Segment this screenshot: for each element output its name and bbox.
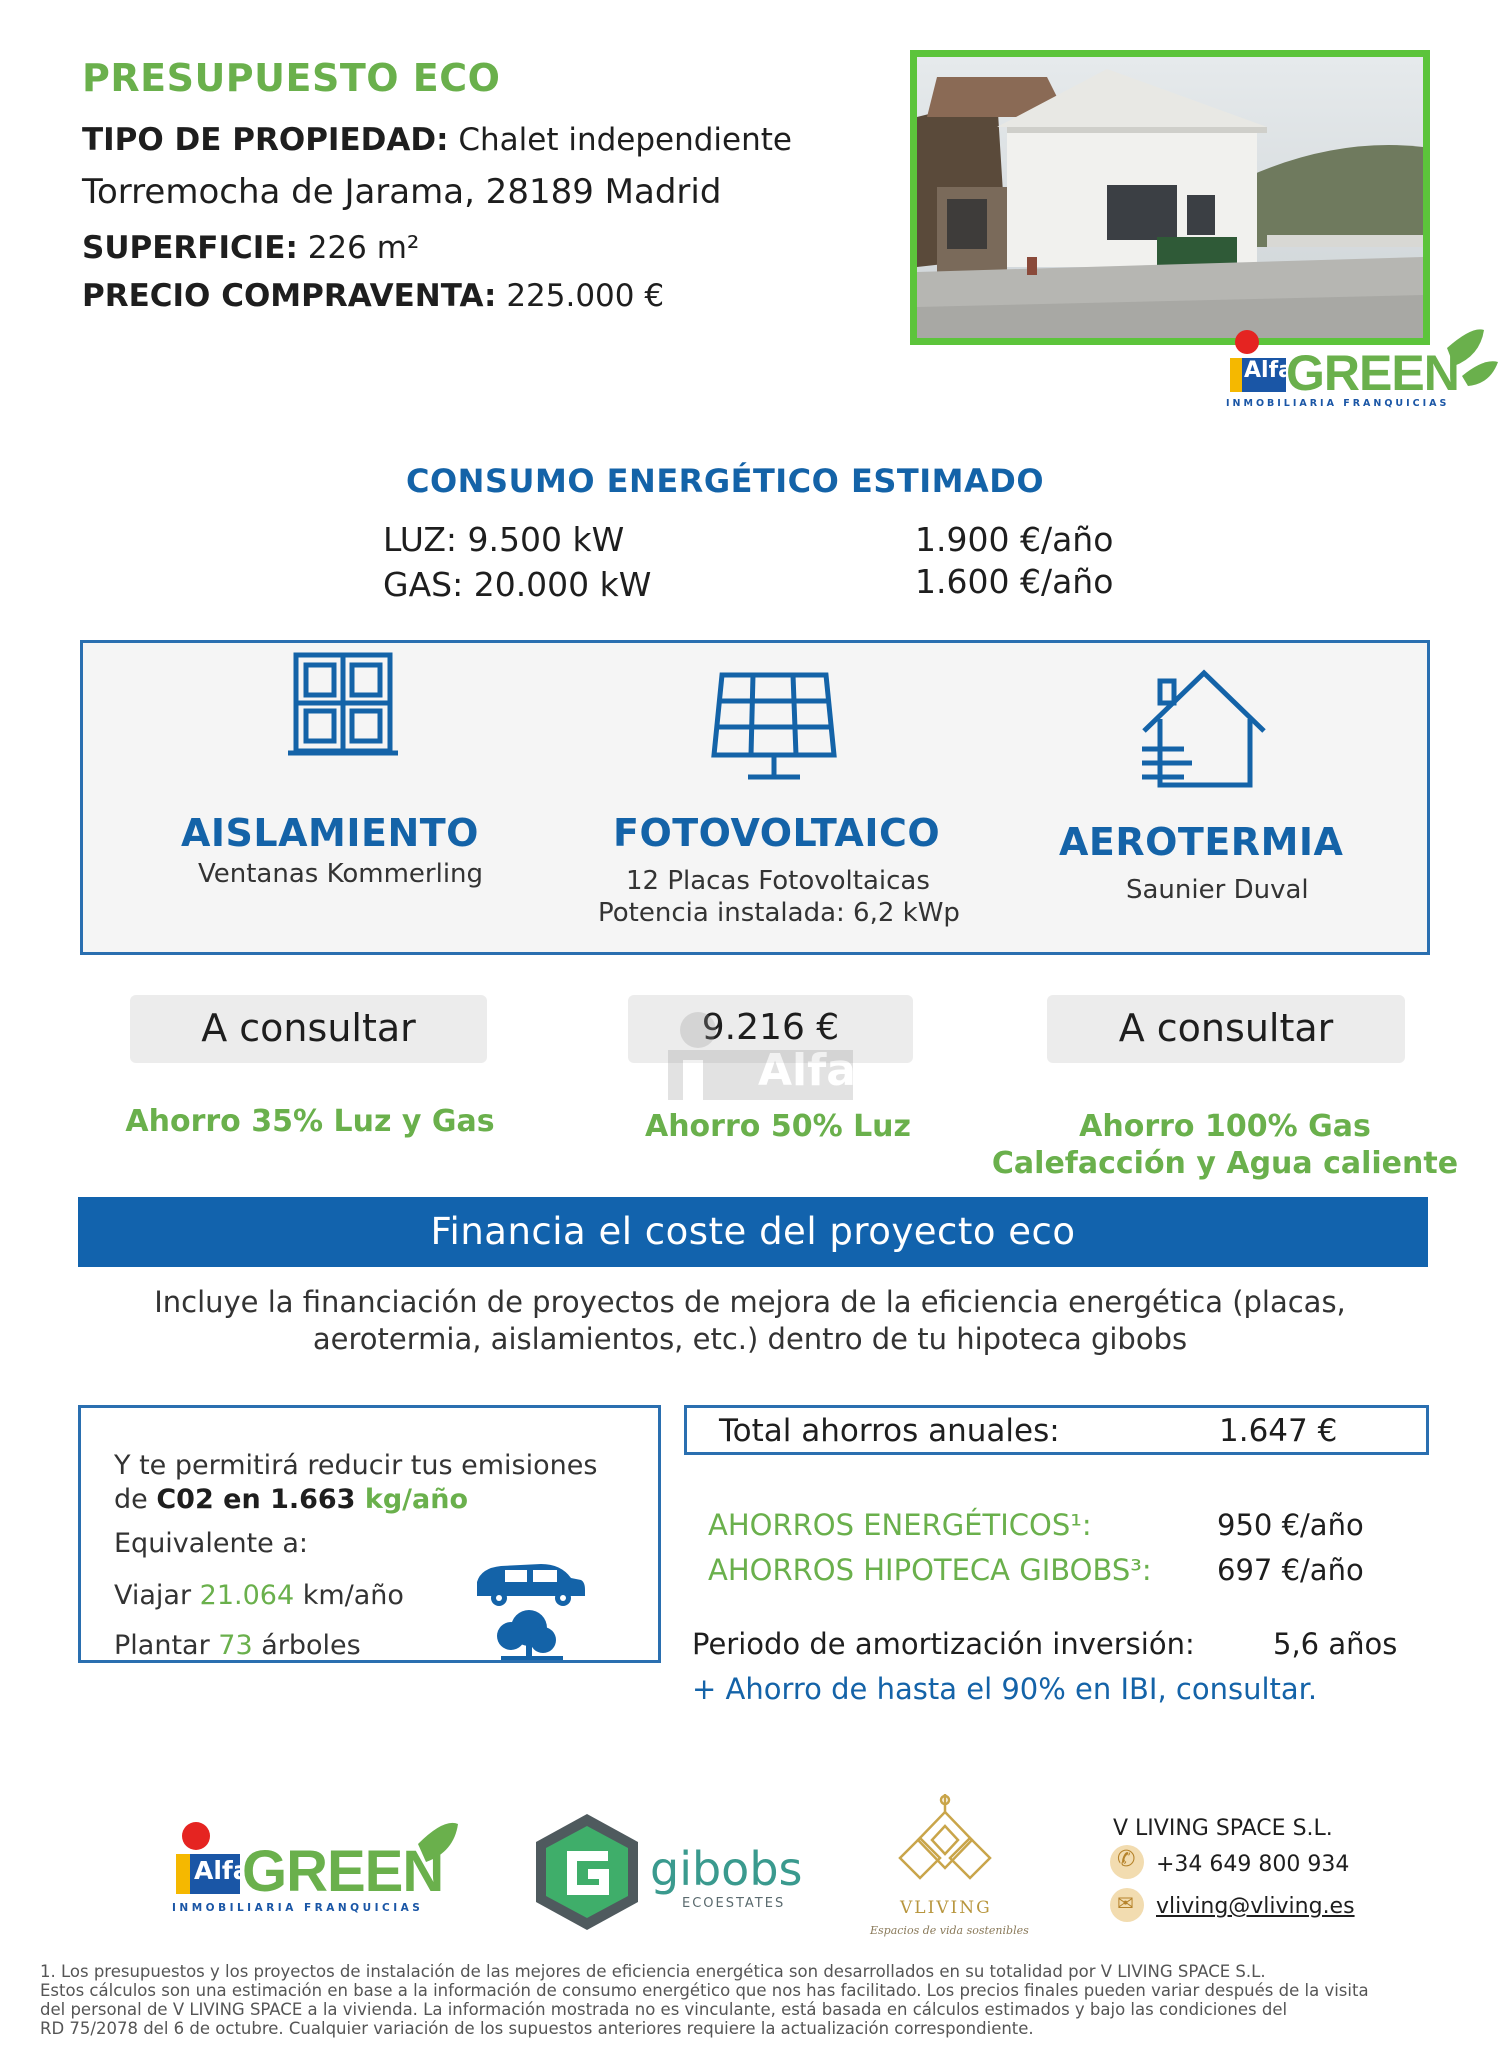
finance-desc-line2: aerotermia, aislamientos, etc.) dentro de tu hipoteca gibobs	[312, 1322, 1188, 1356]
viajar-unit: km/año	[294, 1580, 404, 1611]
feature-aislamiento	[143, 643, 543, 763]
feature-aerotermia	[1140, 665, 1270, 794]
total-savings-value: 1.647 €	[1219, 1413, 1338, 1449]
gibobs-logo	[532, 1812, 812, 1932]
periodo-label: Periodo de amortización inversión:	[692, 1627, 1195, 1661]
price-value: 225.000 €	[506, 278, 665, 314]
feature-sub-aerotermia: Saunier Duval	[1126, 875, 1309, 905]
emissions-plantar	[114, 1630, 361, 1661]
footnote	[40, 1962, 1460, 2038]
solar-panel-icon	[708, 671, 838, 791]
alfagreen-alfa-word: Alfa	[1244, 358, 1293, 383]
emissions-unit: kg/año	[355, 1484, 469, 1515]
feature-fotovoltaico	[708, 671, 838, 795]
footer-alfa-word: Alfa	[194, 1856, 250, 1885]
email-icon: ✉	[1110, 1888, 1144, 1922]
plantar-unit: árboles	[252, 1630, 361, 1661]
alfa-watermark	[668, 1010, 856, 1115]
alfagreen-tagline: INMOBILIARIA FRANQUICIAS	[1226, 398, 1450, 409]
window-icon	[288, 643, 398, 763]
vliving-word: VLIVING	[900, 1898, 992, 1918]
feature-sub1-fotovoltaico: 12 Placas Fotovoltaicas	[626, 866, 930, 896]
property-photo	[910, 50, 1430, 345]
finance-banner: Financia el coste del proyecto eco	[78, 1197, 1428, 1267]
house-photo-illustration	[917, 57, 1423, 338]
surface-label: SUPERFICIE:	[82, 230, 298, 266]
footnote-line3: del personal de V LIVING SPACE a la vivienda. La información mostrada no es vinculante, está basada en cálculos estimados y bajo las condiciones del	[40, 2000, 1288, 2019]
feature-title-aislamiento: AISLAMIENTO	[181, 811, 479, 855]
price-fotovoltaico: 9.216 €	[628, 995, 913, 1063]
price-aerotermia: A consultar	[1047, 995, 1405, 1063]
ahorros-hipoteca-value: 697 €/año	[1217, 1553, 1364, 1587]
vliving-logo	[860, 1790, 1030, 1940]
emissions-co2: C02 en 1.663	[156, 1484, 356, 1515]
consumo-gas: GAS: 20.000 kW	[383, 565, 652, 604]
phone-icon: ✆	[1110, 1845, 1144, 1879]
surface-value: 226 m²	[307, 230, 420, 266]
footer-alfagreen-logo	[168, 1820, 468, 1920]
contact-email[interactable]: vliving@vliving.es	[1156, 1894, 1355, 1919]
feature-sub-aislamiento: Ventanas Kommerling	[198, 859, 484, 889]
ahorro-aislamiento: Ahorro 35% Luz y Gas	[125, 1104, 495, 1139]
alfagreen-green-word: GREEN	[1286, 345, 1459, 401]
footnote-line1: 1. Los presupuestos y los proyectos de instalación de las mejores de eficiencia energética son desarrollados en su totalidad por V LIVING SPACE S.L.	[40, 1962, 1266, 1981]
total-savings-box	[684, 1405, 1429, 1455]
gibobs-hex-mark	[532, 1812, 642, 1932]
company-name: V LIVING SPACE S.L.	[1113, 1816, 1333, 1841]
vliving-ornament	[860, 1790, 1030, 1900]
finance-description	[0, 1284, 1500, 1358]
consumo-luz-cost: 1.900 €/año	[915, 520, 1114, 559]
finance-desc-line1: Incluye la financiación de proyectos de mejora de la eficiencia energética (placas,	[154, 1285, 1346, 1319]
ibi-note: + Ahorro de hasta el 90% en IBI, consultar.	[692, 1672, 1318, 1706]
property-type-value: Chalet independiente	[458, 122, 792, 158]
footnote-line2: Estos cálculos son una estimación en base a la información de consumo energético que nos has facilitado. Los precios finales pueden variar después de la visita	[40, 1981, 1369, 2000]
feature-title-aerotermia: AEROTERMIA	[1059, 820, 1344, 864]
consumo-gas-cost: 1.600 €/año	[915, 562, 1114, 601]
emissions-de: de	[114, 1484, 157, 1515]
property-location: Torremocha de Jarama, 28189 Madrid	[82, 172, 722, 212]
gibobs-sub: ECOESTATES	[682, 1896, 786, 1911]
ahorros-energeticos-label: AHORROS ENERGÉTICOS¹:	[708, 1508, 1092, 1542]
ahorros-hipoteca-label: AHORROS HIPOTECA GIBOBS³:	[708, 1553, 1152, 1587]
ahorros-energeticos-value: 950 €/año	[1217, 1508, 1364, 1542]
periodo-value: 5,6 años	[1273, 1627, 1398, 1661]
consumo-luz: LUZ: 9.500 kW	[383, 520, 625, 559]
plantar-value: 73	[218, 1630, 253, 1661]
total-savings-label: Total ahorros anuales:	[719, 1413, 1060, 1449]
property-type-label: TIPO DE PROPIEDAD:	[82, 122, 449, 158]
ahorro-aerotermia-2: Calefacción y Agua caliente	[991, 1146, 1459, 1181]
emissions-viajar	[114, 1580, 404, 1611]
emissions-line2	[114, 1484, 468, 1515]
emissions-box	[78, 1405, 661, 1663]
footnote-line4: RD 75/2078 del 6 de octubre. Cualquier variación de los supuestos anteriores requiere la actualización correspondiente.	[40, 2019, 1034, 2038]
plantar-label: Plantar	[114, 1630, 219, 1661]
viajar-value: 21.064	[199, 1580, 295, 1611]
features-box	[80, 640, 1430, 955]
alfagreen-logo	[1222, 328, 1500, 416]
price-label: PRECIO COMPRAVENTA:	[82, 278, 497, 314]
house-heat-icon	[1140, 665, 1270, 790]
consumo-title: CONSUMO ENERGÉTICO ESTIMADO	[405, 462, 1045, 500]
property-price	[82, 278, 664, 314]
page-title: PRESUPUESTO ECO	[82, 56, 501, 100]
car-tree-icon	[471, 1556, 591, 1661]
ahorro-fotovoltaico: Ahorro 50% Luz	[644, 1109, 911, 1144]
property-surface	[82, 230, 419, 266]
gibobs-word: gibobs	[650, 1842, 803, 1896]
footer-green-word: GREEN	[242, 1839, 444, 1904]
ahorro-aerotermia-1: Ahorro 100% Gas	[1079, 1109, 1371, 1144]
property-type	[82, 122, 792, 158]
emissions-equivalente: Equivalente a:	[114, 1528, 308, 1559]
feature-sub2-fotovoltaico: Potencia instalada: 6,2 kWp	[598, 898, 960, 928]
emissions-line1: Y te permitirá reducir tus emisiones	[114, 1450, 598, 1481]
watermark-text: Alfa	[758, 1045, 856, 1096]
contact-phone[interactable]: +34 649 800 934	[1156, 1852, 1350, 1877]
vliving-sub: Espacios de vida sostenibles	[870, 1924, 1029, 1937]
feature-title-fotovoltaico: FOTOVOLTAICO	[613, 811, 941, 855]
footer-alfagreen-tagline: INMOBILIARIA FRANQUICIAS	[172, 1902, 424, 1914]
viajar-label: Viajar	[114, 1580, 200, 1611]
price-aislamiento: A consultar	[130, 995, 487, 1063]
